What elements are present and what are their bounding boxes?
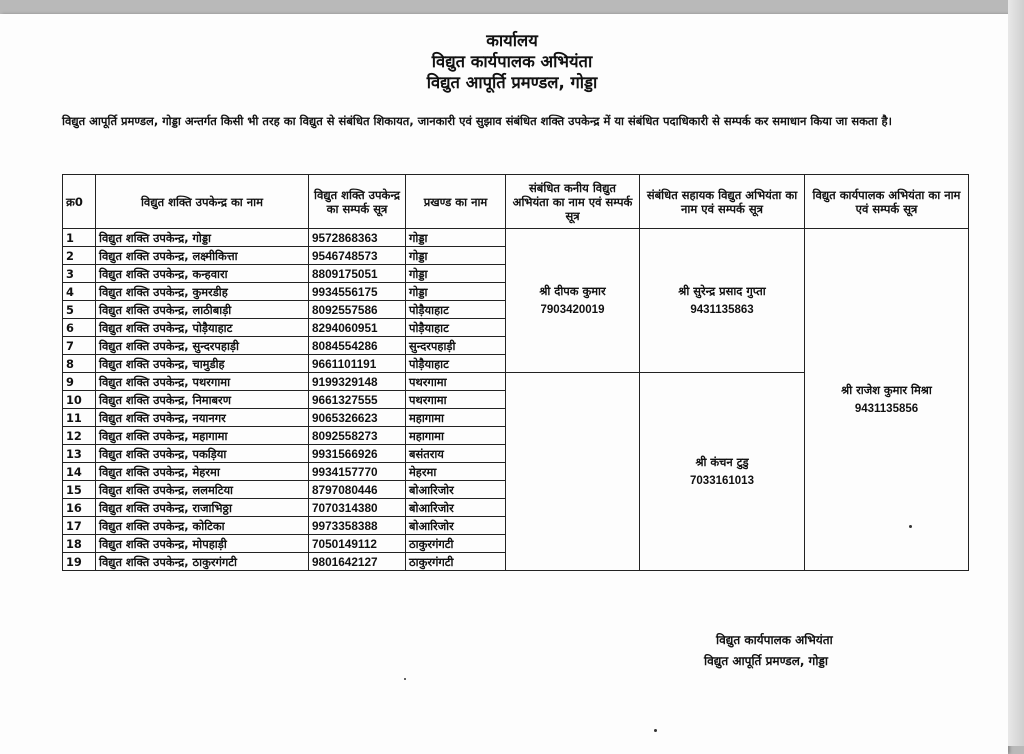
serial-number: 2 [63,247,96,265]
col-header-junior-engineer: संबंधित कनीय विद्युत अभियंता का नाम एवं सम्पर्क सूत्र [506,175,640,229]
block-name: बोआरिजोर [406,481,506,499]
substation-phone: 8092557586 [309,301,406,319]
serial-number: 9 [63,373,96,391]
substation-phone: 9199329148 [309,373,406,391]
junior-engineer-cell-blank [506,373,640,571]
serial-number: 6 [63,319,96,337]
serial-number: 15 [63,481,96,499]
col-header-executive-engineer: विद्युत कार्यपालक अभियंता का नाम एवं सम्पर्क सूत्र [805,175,969,229]
office-label: कार्यालय [486,31,538,50]
block-name: गोड्डा [406,229,506,247]
block-name: महागामा [406,409,506,427]
officer-title: विद्युत कार्यपालक अभियंता [431,52,593,71]
block-name: बोआरिजोर [406,499,506,517]
substation-phone: 9546748573 [309,247,406,265]
serial-number: 16 [63,499,96,517]
table-body [63,229,969,571]
substation-name: विद्युत शक्ति उपकेन्द्र, कोटिका [96,517,309,535]
serial-number: 17 [63,517,96,535]
serial-number: 11 [63,409,96,427]
substation-name: विद्युत शक्ति उपकेन्द्र, लाठीबाड़ी [96,301,309,319]
block-name: गोड्डा [406,283,506,301]
serial-number: 7 [63,337,96,355]
table-header-row [63,175,969,229]
block-name: ठाकुरगंगटी [406,553,506,571]
serial-number: 18 [63,535,96,553]
document-header [0,30,1024,93]
serial-number: 13 [63,445,96,463]
substation-phone: 9661101191 [309,355,406,373]
junior-engineer-cell [506,229,640,373]
substation-name: विद्युत शक्ति उपकेन्द्र, ठाकुरगंगटी [96,553,309,571]
substation-name: विद्युत शक्ति उपकेन्द्र, निमाबरण [96,391,309,409]
serial-number: 4 [63,283,96,301]
executive-engineer-cell [805,229,969,571]
serial-number: 12 [63,427,96,445]
officer-name: श्री सुरेन्द्र प्रसाद गुप्ता [678,283,766,298]
serial-number: 19 [63,553,96,571]
officer-phone: 7903420019 [540,303,605,316]
serial-number: 8 [63,355,96,373]
substation-name: विद्युत शक्ति उपकेन्द्र, पकड़िया [96,445,309,463]
signature-block [704,630,833,672]
block-name: मेहरमा [406,463,506,481]
substation-name: विद्युत शक्ति उपकेन्द्र, सुन्दरपहाड़ी [96,337,309,355]
substation-name: विद्युत शक्ति उपकेन्द्र, कुमरडीह [96,283,309,301]
substation-name: विद्युत शक्ति उपकेन्द्र, मेहरमा [96,463,309,481]
substation-name: विद्युत शक्ति उपकेन्द्र, कन्हवारा [96,265,309,283]
block-name: पथरगामा [406,373,506,391]
officer-phone: 9431135863 [690,303,754,316]
block-name: बोआरिजोर [406,517,506,535]
block-name: गोड्डा [406,265,506,283]
substation-name: विद्युत शक्ति उपकेन्द्र, पथरगामा [96,373,309,391]
speck-mark [654,729,657,732]
substation-name: विद्युत शक्ति उपकेन्द्र, चामुडीह [96,355,309,373]
serial-number: 10 [63,391,96,409]
substation-phone: 9801642127 [309,553,406,571]
officer-phone: 7033161013 [690,474,754,487]
substation-phone: 9931566926 [309,445,406,463]
block-name: बसंतराय [406,445,506,463]
col-header-block: प्रखण्ड का नाम [406,175,506,229]
officer-name: श्री दीपक कुमार [539,283,606,298]
serial-number: 1 [63,229,96,247]
block-name: पथरगामा [406,391,506,409]
assistant-engineer-cell [640,229,805,373]
assistant-engineer-cell [640,373,805,571]
substation-phone: 8084554286 [309,337,406,355]
serial-number: 3 [63,265,96,283]
table-row [63,229,969,247]
block-name: पोड़ैयाहाट [406,301,506,319]
officer-name: श्री राजेश कुमार मिश्रा [841,382,932,397]
division-title: विद्युत आपूर्ति प्रमण्डल, गोड्डा [426,73,598,92]
substation-name: विद्युत शक्ति उपकेन्द्र, महागामा [96,427,309,445]
substation-name: विद्युत शक्ति उपकेन्द्र, पोड़ैयाहाट [96,319,309,337]
substation-phone: 9934157770 [309,463,406,481]
substation-phone: 8294060951 [309,319,406,337]
substation-name: विद्युत शक्ति उपकेन्द्र, लक्ष्मीकित्ता [96,247,309,265]
substation-name: विद्युत शक्ति उपकेन्द्र, गोड्डा [96,229,309,247]
block-name: गोड्डा [406,247,506,265]
substation-phone: 8092558273 [309,427,406,445]
col-header-assistant-engineer: संबंधित सहायक विद्युत अभियंता का नाम एवं सम्पर्क सूत्र [640,175,805,229]
substation-phone: 7070314380 [309,499,406,517]
serial-number: 5 [63,301,96,319]
block-name: ठाकुरगंगटी [406,535,506,553]
officer-name: श्री कंचन टुडु [695,454,749,469]
substation-phone: 7050149112 [309,535,406,553]
signature-title: विद्युत कार्यपालक अभियंता [716,633,833,647]
speck-mark [404,678,406,680]
substation-phone: 9661327555 [309,391,406,409]
officer-phone: 9431135856 [854,402,919,415]
block-name: सुन्दरपहाड़ी [406,337,506,355]
substation-phone: 9572868363 [309,229,406,247]
signature-division: विद्युत आपूर्ति प्रमण्डल, गोड्डा [704,654,829,668]
intro-paragraph: विद्युत आपूर्ति प्रमण्डल, गोड्डा अन्तर्गत किसी भी तरह का विद्युत से संबंधित शिकायत, जानकारी एवं सुझाव संबंधित शक्ति उपकेन्द्र में या संबंधित पदाधिकारी से सम्पर्क कर समाधान किया जा सकता है। [62,114,892,128]
substation-phone: 9934556175 [309,283,406,301]
block-name: पोड़ैयाहाट [406,355,506,373]
col-header-contact: विद्युत शक्ति उपकेन्द्र का सम्पर्क सूत्र [309,175,406,229]
substation-name: विद्युत शक्ति उपकेन्द्र, मोपहाड़ी [96,535,309,553]
col-header-substation: विद्युत शक्ति उपकेन्द्र का नाम [96,175,309,229]
substation-contact-table [62,174,969,571]
block-name: पोड़ैयाहाट [406,319,506,337]
substation-phone: 9065326623 [309,409,406,427]
substation-phone: 8797080446 [309,481,406,499]
col-header-sno: क्र0 [63,175,96,229]
substation-name: विद्युत शक्ति उपकेन्द्र, ललमटिया [96,481,309,499]
substation-phone: 8809175051 [309,265,406,283]
serial-number: 14 [63,463,96,481]
page-edge-shadow [1008,0,1024,746]
block-name: महागामा [406,427,506,445]
substation-phone: 9973358388 [309,517,406,535]
speck-mark [909,525,912,528]
substation-name: विद्युत शक्ति उपकेन्द्र, नयानगर [96,409,309,427]
substation-name: विद्युत शक्ति उपकेन्द्र, राजाभिठ्ठा [96,499,309,517]
